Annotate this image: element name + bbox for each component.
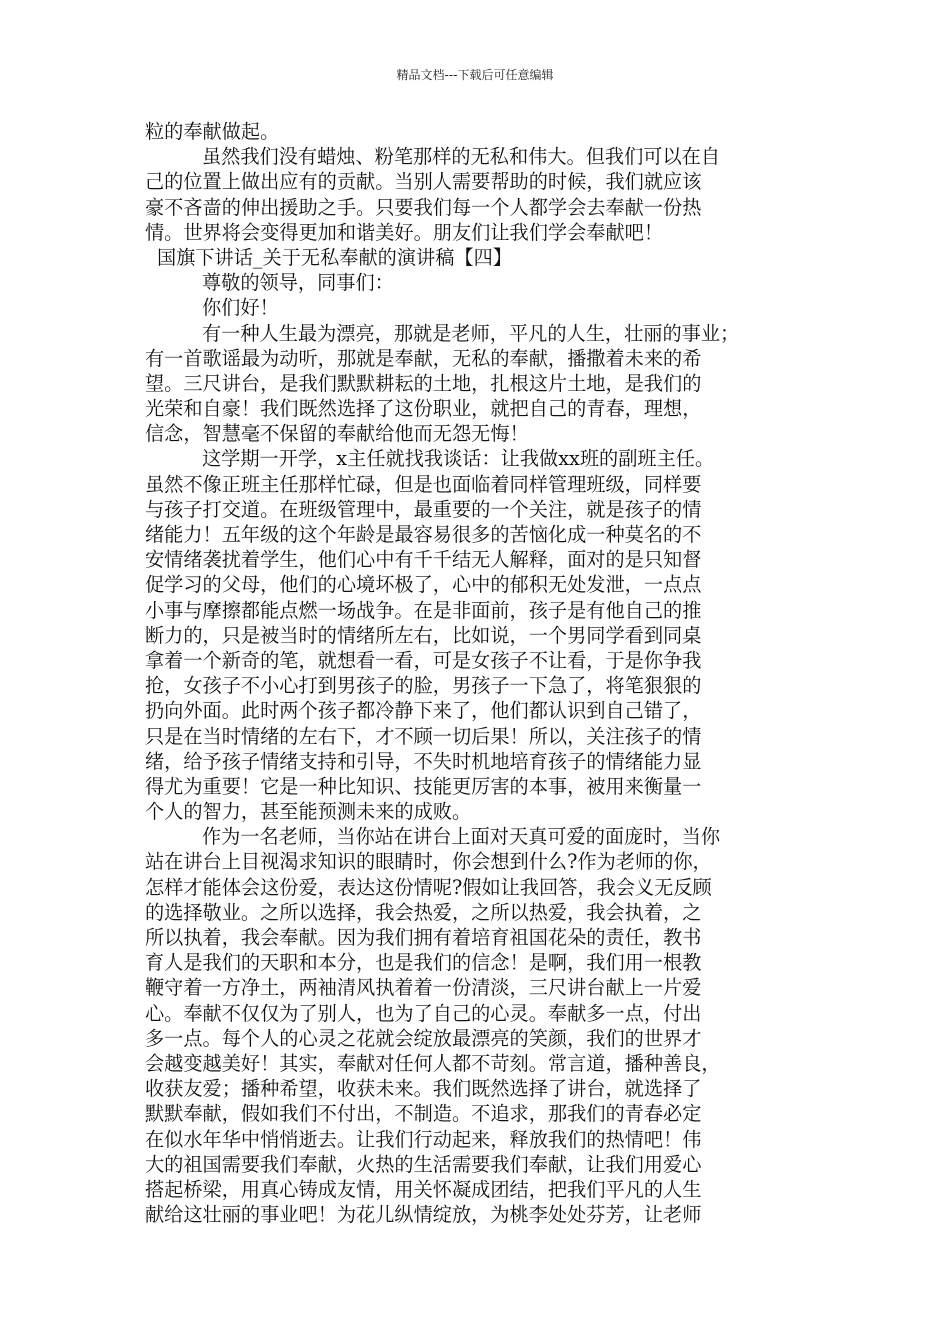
text-line: 小事与摩擦都能点燃一场战争。在是非面前，孩子是有他自己的推 xyxy=(145,598,702,622)
text-line: 默默奉献，假如我们不付出，不制造。不追求，那我们的青春必定 xyxy=(145,1102,702,1126)
text-line: 豪不吝啬的伸出援助之手。只要我们每一个人都学会去奉献一份热 xyxy=(145,195,702,219)
text-line: 站在讲台上目视渴求知识的眼睛时，你会想到什么?作为老师的你， xyxy=(145,850,712,874)
text-line: 拿着一个新奇的笔，就想看一看，可是女孩子不让看，于是你争我 xyxy=(145,648,702,672)
text-line: 你们好！ xyxy=(202,296,279,320)
text-line: 粒的奉献做起。 xyxy=(145,120,280,143)
section-title: 国旗下讲话_关于无私奉献的演讲稿【四】 xyxy=(157,245,512,269)
text-line: 光荣和自豪！我们既然选择了这份职业，就把自己的青春，理想， xyxy=(145,397,702,421)
text-line: 虽然不像正班主任那样忙碌，但是也面临着同样管理班级，同样要 xyxy=(145,472,702,496)
text-line: 心。奉献不仅仅为了别人，也为了自己的心灵。奉献多一点，付出 xyxy=(145,1001,702,1025)
text-line: 所以执着，我会奉献。因为我们拥有着培育祖国花朵的责任，教书 xyxy=(145,926,702,949)
text-line: 绪能力！五年级的这个年龄是最容易很多的苦恼化成一种莫名的不 xyxy=(145,523,702,546)
text-line: 献给这壮丽的事业吧！为花儿纵情绽放，为桃李处处芬芳，让老师 xyxy=(145,1203,702,1227)
text-line: 望。三尺讲台，是我们默默耕耘的土地，扎根这片土地，是我们的 xyxy=(145,371,702,395)
text-line: 搭起桥梁，用真心铸成友情，用关怀凝成团结，把我们平凡的人生 xyxy=(145,1177,702,1201)
text-line: 扔向外面。此时两个孩子都冷静下来了，他们都认识到自己错了， xyxy=(145,699,702,723)
text-line: 促学习的父母，他们的心境坏极了，心中的郁积无处发泄，一点点 xyxy=(145,573,702,597)
text-line: 虽然我们没有蜡烛、粉笔那样的无私和伟大。但我们可以在自 xyxy=(202,145,721,169)
text-line: 这学期一开学，x主任就找我谈话：让我做xx班的副班主任。 xyxy=(202,447,715,471)
text-line: 只是在当时情绪的左右下，才不顾一切后果！所以，关注孩子的情 xyxy=(145,724,702,748)
text-line: 在似水年华中悄悄逝去。让我们行动起来，释放我们的热情吧！伟 xyxy=(145,1127,702,1151)
text-line: 有一首歌谣最为动听，那就是奉献，无私的奉献，播撒着未来的希 xyxy=(145,346,702,370)
text-line: 收获友爱；播种希望，收获未来。我们既然选择了讲台，就选择了 xyxy=(145,1077,702,1101)
text-line: 断力的，只是被当时的情绪所左右，比如说，一个男同学看到同桌 xyxy=(145,623,702,647)
text-line: 作为一名老师，当你站在讲台上面对天真可爱的面庞时，当你 xyxy=(202,825,721,849)
text-line: 己的位置上做出应有的贡献。当别人需要帮助的时候，我们就应该 xyxy=(145,170,702,194)
text-line: 育人是我们的天职和本分，也是我们的信念！是啊，我们用一根教 xyxy=(145,951,702,975)
text-line: 鞭守着一方净土，两袖清风执着着一份清淡，三尺讲台献上一片爱 xyxy=(145,976,702,1000)
text-line: 有一种人生最为漂亮，那就是老师，平凡的人生，壮丽的事业； xyxy=(202,321,740,345)
text-line: 情。世界将会变得更加和谐美好。朋友们让我们学会奉献吧！ xyxy=(145,220,664,244)
text-line: 信念，智慧毫不保留的奉献给他而无怨无悔！ xyxy=(145,422,529,446)
page-header: 精品文档---下载后可任意编辑 xyxy=(396,68,554,82)
text-line: 的选择敬业。之所以选择，我会热爱，之所以热爱，我会执着，之 xyxy=(145,900,702,924)
text-line: 绪，给予孩子情绪支持和引导，不失时机地培育孩子的情绪能力显 xyxy=(145,749,702,773)
text-line: 尊敬的领导，同事们： xyxy=(202,271,394,295)
text-line: 个人的智力，甚至能预测未来的成败。 xyxy=(145,800,472,824)
text-line: 多一点。每个人的心灵之花就会绽放最漂亮的笑颜，我们的世界才 xyxy=(145,1026,702,1050)
text-line: 大的祖国需要我们奉献，火热的生活需要我们奉献，让我们用爱心 xyxy=(145,1152,702,1176)
document-body xyxy=(145,119,810,1227)
text-line: 会越变越美好！其实，奉献对任何人都不苛刻。常言道，播种善良， xyxy=(145,1051,721,1075)
text-line: 得尤为重要！它是一种比知识、技能更厉害的本事，被用来衡量一 xyxy=(145,774,702,798)
text-line: 与孩子打交道。在班级管理中，最重要的一个关注，就是孩子的情 xyxy=(145,497,702,521)
text-line: 安情绪袭扰着学生，他们心中有千千结无人解释，面对的是只知督 xyxy=(145,548,702,572)
text-line: 抢，女孩子不小心打到男孩子的脸，男孩子一下急了，将笔狠狠的 xyxy=(145,674,702,698)
text-line: 怎样才能体会这份爱，表达这份情呢?假如让我回答，我会义无反顾 xyxy=(145,875,712,899)
